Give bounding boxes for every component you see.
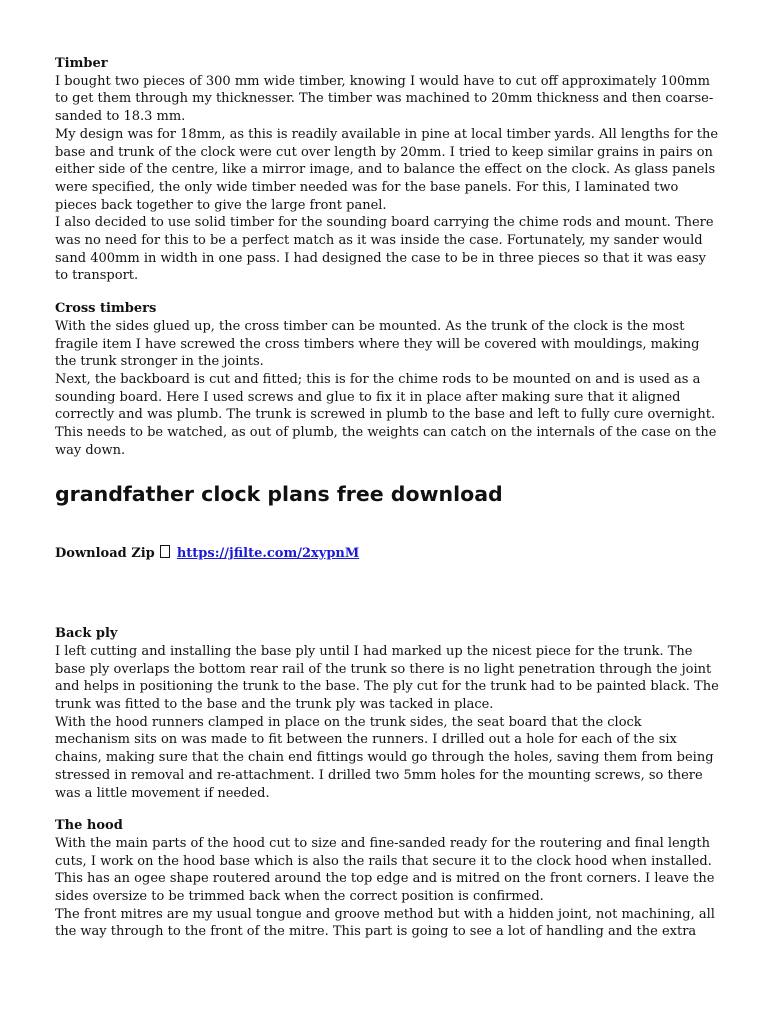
section-back-ply: [55, 625, 720, 802]
paragraph: I also decided to use solid timber for the sounding board carrying the chime rods and mount. There was no need for this to be a perfect match as it was inside the case. Fortunately, my sander would sand 400mm in width in one pass. I had designed the case to be in three pieces so that it was easy to transport.: [55, 215, 714, 284]
section-heading: Timber: [55, 56, 108, 71]
section-the-hood: [55, 817, 720, 941]
download-label: Download Zip: [55, 546, 155, 562]
paragraph: I bought two pieces of 300 mm wide timber, knowing I would have to cut off approximately 100mm to get them through my thicknesser. The timber was machined to 20mm thickness and then coarse-sanded to 18.3 mm.: [55, 73, 714, 125]
section-cross-timbers: [55, 300, 720, 459]
spacer: [55, 285, 720, 300]
download-link[interactable]: https://jfilte.com/2xypnM: [176, 546, 360, 562]
document-page: [55, 55, 720, 941]
section-timber: [55, 55, 720, 285]
paragraph: With the sides glued up, the cross timber can be mounted. As the trunk of the clock is the most fragile item I have screwed the cross timbers where they will be covered with mouldings, making the trunk stronger in the joints.: [55, 318, 700, 370]
paragraph: With the main parts of the hood cut to size and fine-sanded ready for the routering and final length cuts, I work on the hood base which is also the rails that secure it to the clock hood when installed. This has an ogee shape routered around the top edge and is mitred on the front corners. I leave the sides oversize to be trimmed back when the correct position is confirmed.: [55, 835, 715, 905]
page-title: grandfather clock plans free download: [55, 482, 503, 507]
spacer: [55, 802, 720, 817]
download-line: [55, 545, 720, 563]
paragraph: My design was for 18mm, as this is readily available in pine at local timber yards. All lengths for the base and trunk of the clock were cut over length by 20mm. I tried to keep similar grains in pairs on either side of the centre, like a mirror image, and to balance the effect on the clock. As glass panels were specified, the only wide timber needed was for the base panels. For this, I laminated two pieces back together to give the large front panel.: [55, 126, 719, 213]
paragraph: Next, the backboard is cut and fitted; this is for the chime rods to be mounted on and is used as a sounding board. Here I used screws and glue to fix it in place after making sure that it aligned correctly and was plumb. The trunk is screwed in plumb to the base and left to fully cure overnight. This needs to be watched, as out of plumb, the weights can catch on the internals of the case on the way down.: [55, 371, 717, 458]
paragraph: With the hood runners clamped in place on the trunk sides, the seat board that the clock mechanism sits on was made to fit between the runners. I drilled out a hole for each of the six chains, making sure that the chain end fittings would go through the holes, saving them from being stressed in removal and re-attachment. I drilled two 5mm holes for the mounting screws, so there was a little movement if needed.: [55, 714, 714, 801]
section-heading: Cross timbers: [55, 301, 157, 317]
missing-glyph-icon: [160, 545, 170, 558]
paragraph: The front mitres are my usual tongue and groove method but with a hidden joint, not machining, all the way through to the front of the mitre. This part is going to see a lot of handling and the extra: [55, 906, 715, 940]
section-heading: The hood: [55, 818, 123, 834]
paragraph: I left cutting and installing the base ply until I had marked up the nicest piece for the trunk. The base ply overlaps the bottom rear rail of the trunk so there is no light penetration through the joint and helps in positioning the trunk to the base. The ply cut for the trunk had to be painted black. The trunk was fitted to the base and the trunk ply was tacked in place.: [55, 643, 719, 712]
section-heading: Back ply: [55, 626, 118, 642]
